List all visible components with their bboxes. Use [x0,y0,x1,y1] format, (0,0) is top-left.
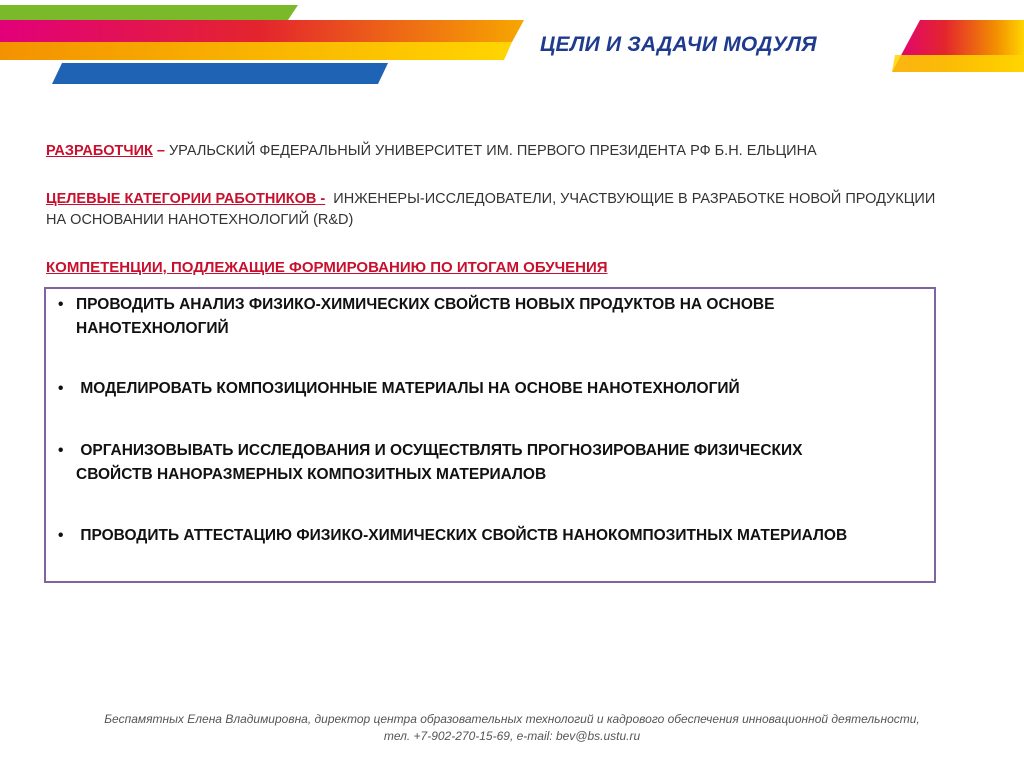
target-text-line2: НА ОСНОВАНИИ НАНОТЕХНОЛОГИЙ (R&D) [46,212,354,228]
footer-contacts: тел. +7-902-270-15-69, e-mail: bev@bs.ustu.ru [383,729,641,743]
target-section [46,189,935,231]
list-item: • ПРОВОДИТЬ АНАЛИЗ ФИЗИКО-ХИМИЧЕСКИХ СВОЙСТВ НОВЫХ ПРОДУКТОВ НА ОСНОВЕ НАНОТЕХНОЛОГИЙ [58,293,774,341]
list-item: • ПРОВОДИТЬ АТТЕСТАЦИЮ ФИЗИКО-ХИМИЧЕСКИХ СВОЙСТВ НАНОКОМПОЗИТНЫХ МАТЕРИАЛОВ [58,524,847,548]
bullet-icon: • [58,442,64,459]
target-text-line1: ИНЖЕНЕРЫ-ИССЛЕДОВАТЕЛИ, УЧАСТВУЮЩИЕ В РАЗРАБОТКЕ НОВОЙ ПРОДУКЦИИ [333,191,936,207]
footer-author: Беспамятных Елена Владимировна, директор центра образовательных технологий и кадрового обеспечения инновационной деятельности, [104,712,920,726]
footer [0,711,1024,745]
page-title: ЦЕЛИ И ЗАДАЧИ МОДУЛЯ [540,33,817,56]
target-label: ЦЕЛЕВЫЕ КАТЕГОРИИ РАБОТНИКОВ - [46,191,326,207]
competencies-heading: КОМПЕТЕНЦИИ, ПОДЛЕЖАЩИЕ ФОРМИРОВАНИЮ ПО ИТОГАМ ОБУЧЕНИЯ [46,259,608,276]
developer-text: УРАЛЬСКИЙ ФЕДЕРАЛЬНЫЙ УНИВЕРСИТЕТ ИМ. ПЕРВОГО ПРЕЗИДЕНТА РФ Б.Н. ЕЛЬЦИНА [168,143,817,159]
competencies-box [44,287,936,583]
developer-section [46,141,817,162]
developer-label: РАЗРАБОТЧИК [46,143,153,159]
bullet-icon: • [58,296,64,313]
developer-dash: – [152,143,169,159]
list-item: • ОРГАНИЗОВЫВАТЬ ИССЛЕДОВАНИЯ И ОСУЩЕСТВЛЯТЬ ПРОГНОЗИРОВАНИЕ ФИЗИЧЕСКИХ СВОЙСТВ НАНОРАЗМЕРНЫХ КОМПОЗИТНЫХ МАТЕРИАЛОВ [58,439,802,487]
bullet-icon: • [58,527,64,544]
list-item: • МОДЕЛИРОВАТЬ КОМПОЗИЦИОННЫЕ МАТЕРИАЛЫ НА ОСНОВЕ НАНОТЕХНОЛОГИЙ [58,377,740,401]
header-stripes [0,0,1024,90]
bullet-icon: • [58,380,64,397]
competencies-heading-wrap [46,257,608,278]
